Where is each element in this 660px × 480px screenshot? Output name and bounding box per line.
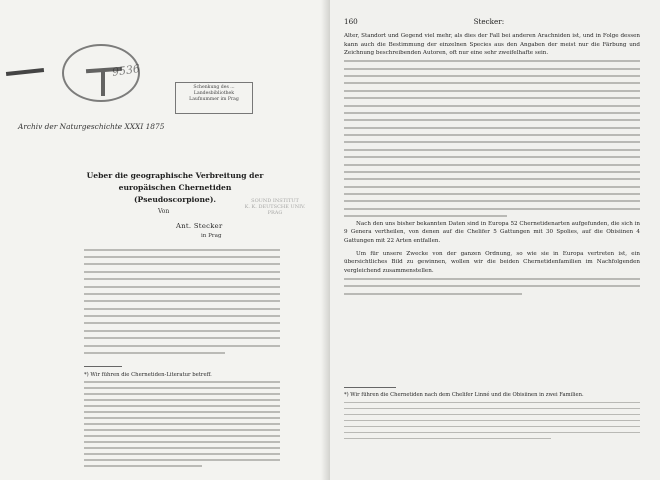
- footnote-block: [84, 362, 280, 469]
- running-title: Stecker:: [473, 17, 505, 26]
- library-label: [175, 82, 253, 114]
- label-line: Laufnummer im Prag: [189, 97, 239, 102]
- footnote-divider: [84, 366, 122, 367]
- author-city: in Prag: [201, 233, 222, 239]
- stamp-line: SOUND INSTITUT: [251, 198, 299, 204]
- body-text-lines: [344, 58, 640, 220]
- footnote-block: [344, 392, 640, 441]
- article-title: Ueber die geographische Verbreitung der europäischen Chernetiden (Pseudoscorpione).: [86, 171, 264, 204]
- stamp-line: PRAG: [267, 210, 283, 216]
- label-line: Landesbibliothek: [193, 91, 235, 96]
- page-number: 160: [344, 17, 358, 26]
- right-page: [330, 0, 660, 480]
- author-name: Ant. Stecker: [176, 222, 223, 230]
- stamp-line: K. K. DEUTSCHE UNIV.: [244, 204, 306, 210]
- stamp-stem: [101, 70, 105, 96]
- label-line: Schenkung des ...: [193, 85, 235, 90]
- footnote: *) Wir führen die Chernetiden nach dem Chelifer Linné und die Obisiinen in zwei Familien.: [344, 392, 584, 398]
- intro-paragraph: [84, 246, 280, 357]
- institute-stamp: [240, 198, 310, 228]
- paragraph-2: Nach den uns bisher bekannten Daten sind in Europa 52 Chernetidenarten aufgefunden, die sich in 9 Genera vertheilen, von denen auf die Chelifer 5 Gattungen mit 30 Spolies, auf die Obisiinen 4 Gattungen mit 22 Arten entfallen.: [344, 220, 640, 244]
- footnote-lines: [84, 379, 280, 469]
- paragraph-1: Alter, Standort und Gegend viel mehr, als dies der Fall bei anderen Arachniden ist, und in Folge dessen kann auch die Bestimmung der einzelnen Species aus den Angaben der meist nur die Färbung und Zeichnung beschreibenden Autoren, oft nur eine sehr zweifelhafte sein.: [344, 33, 640, 57]
- footnote-divider: [344, 387, 396, 388]
- archive-handwritten-note: Archiv der Naturgeschichte XXXI 1875: [18, 122, 165, 131]
- running-head: [344, 17, 634, 26]
- footnote-intro: *) Wir führen die Chernetiden-Literatur betreff.: [84, 372, 212, 378]
- body-text-lines: [84, 246, 280, 357]
- ink-mark: [6, 68, 44, 76]
- stamp-number: 9536: [111, 62, 141, 79]
- body-column: [344, 32, 640, 297]
- body-text-lines: [344, 275, 640, 297]
- footnote-lines: [344, 400, 640, 442]
- author-label: Von: [158, 208, 170, 215]
- paragraph-3: Um für unsere Zwecke von der ganzen Ordnung, so wie sie in Europa vertreten ist, ein übersichtliches Bild zu gewinnen, wollen wir die beiden Chernetidenfamilien im Nachfolgenden vergleichend zusammenstellen.: [344, 250, 640, 274]
